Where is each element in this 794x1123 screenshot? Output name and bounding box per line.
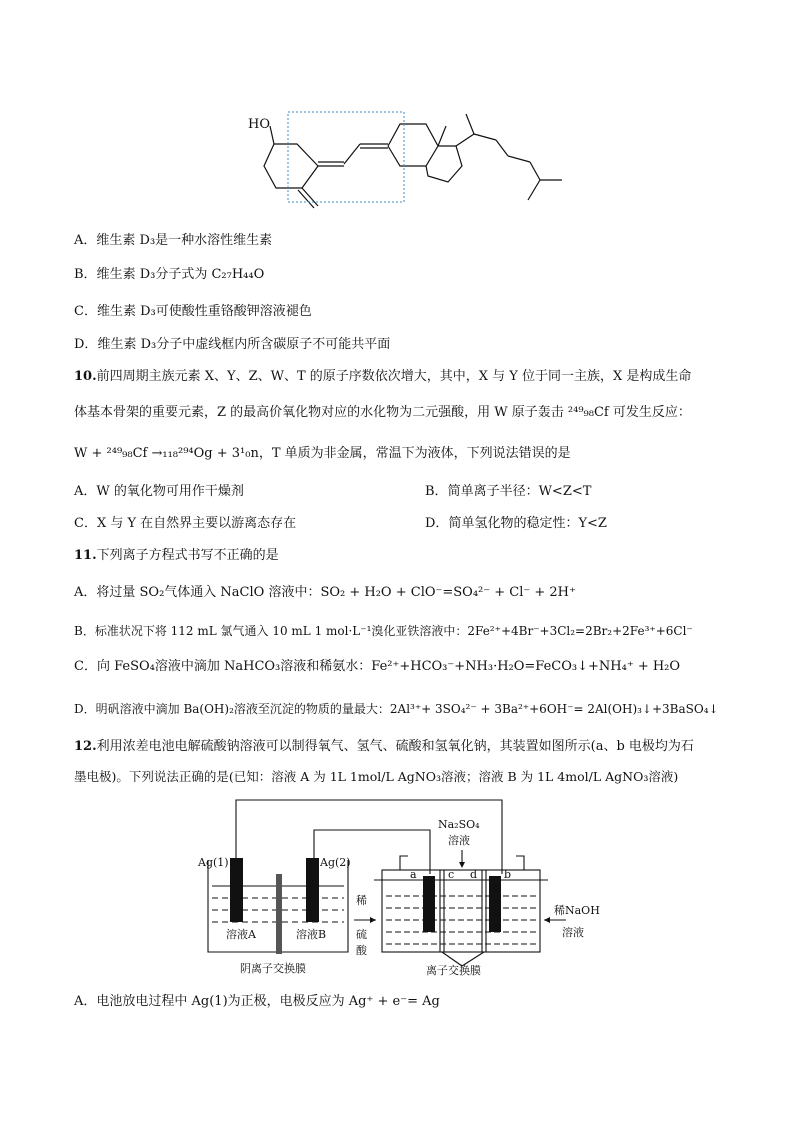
q11-option-c [74, 658, 680, 676]
option-text: W 的氧化物可用作干燥剂 [96, 484, 244, 499]
label-ion-membrane: 离子交换膜 [426, 964, 481, 977]
stem-text: 下列离子方程式书写不正确的是 [96, 548, 279, 563]
option-text: 简单离子半径：W<Z<T [447, 484, 592, 499]
stem-text: 利用浓差电池电解硫酸钠溶液可以制得氧气、氢气、硫酸和氢氧化钠，其装置如图所示(a、b 电极均为石 [96, 739, 694, 754]
q10-stem-line3: W + ²⁴⁹₉₈Cf →₁₁₈²⁹⁴Og + 3¹₀n，T 单质为非金属，常温下为液体，下列说法错误的是 [74, 446, 571, 461]
label-a: a [410, 868, 417, 881]
label-naoh: 稀NaOH [554, 904, 600, 917]
label-dilute: 稀 [356, 894, 367, 907]
q11-stem [74, 547, 279, 565]
option-letter: A． [74, 585, 97, 600]
q9-option-c [74, 303, 312, 321]
anion-exchange-membrane [276, 874, 282, 954]
q9-option-b [74, 266, 264, 284]
q11-option-b [74, 622, 693, 640]
question-number: 12. [74, 739, 97, 754]
q12-option-a [74, 993, 440, 1011]
option-letter: D． [425, 516, 449, 531]
label-acid: 酸 [356, 944, 367, 957]
q10-option-d [425, 515, 607, 533]
ring-a [264, 144, 318, 188]
ag1-electrode [230, 858, 243, 922]
option-text: 简单氢化物的稳定性：Y<Z [448, 516, 607, 531]
label-solution-b: 溶液B [296, 928, 327, 941]
concentration-cell-diagram [190, 792, 620, 982]
option-text: 明矾溶液中滴加 Ba(OH)₂溶液至沉淀的物质的量最大：2Al³⁺+ 3SO₄²⁻ + 3Ba²⁺+6OH⁻= 2Al(OH)₃↓+3BaSO₄↓ [95, 702, 719, 716]
option-letter: C． [74, 304, 97, 319]
question-number: 10. [74, 369, 97, 384]
option-letter: D． [74, 702, 96, 716]
label-ag2: Ag(2) [320, 856, 351, 869]
label-sulfuric: 硫 [356, 928, 367, 941]
option-text: 维生素 D₃分子中虚线框内所含碳原子不可能共平面 [97, 337, 391, 352]
q11-option-d [74, 700, 719, 718]
q9-option-d [74, 336, 390, 354]
ring-d [426, 146, 462, 182]
option-text: 维生素 D₃分子式为 C₂₇H₄₄O [96, 267, 265, 282]
option-text: X 与 Y 在自然界主要以游离态存在 [96, 516, 297, 531]
electrode-a [423, 876, 435, 932]
option-text: 电池放电过程中 Ag(1)为正极，电极反应为 Ag⁺ + e⁻= Ag [96, 994, 440, 1009]
q12-stem-line1 [74, 738, 694, 756]
electrolyzer [382, 870, 540, 952]
option-letter: A． [74, 484, 97, 499]
ag2-electrode [306, 858, 319, 922]
label-anion-membrane: 阴离子交换膜 [240, 962, 306, 975]
option-text: 将过量 SO₂气体通入 NaClO 溶液中：SO₂ + H₂O + ClO⁻=SO₄²⁻ + Cl⁻ + 2H⁺ [96, 585, 576, 600]
q10-stem-line2: 体基本骨架的重要元素，Z 的最高价氧化物对应的水化物为二元强酸，用 W 原子轰击 ²⁴⁹₉₈Cf 可发生反应： [74, 405, 691, 420]
ho-label: HO [248, 117, 270, 132]
label-na2so4: Na₂SO₄ [438, 818, 480, 831]
option-text: 维生素 D₃可使酸性重铬酸钾溶液褪色 [96, 304, 312, 319]
option-letter: B． [425, 484, 448, 499]
dashed-box [288, 112, 404, 202]
option-letter: A． [74, 233, 97, 248]
label-d: d [470, 868, 478, 881]
stem-text: 前四周期主族元素 X、Y、Z、W、T 的原子序数依次增大，其中，X 与 Y 位于同一主族，X 是构成生命 [96, 369, 692, 384]
q11-option-a [74, 584, 576, 602]
option-letter: B． [74, 267, 97, 282]
label-c: c [448, 868, 455, 881]
option-text: 维生素 D₃是一种水溶性维生素 [96, 233, 273, 248]
option-letter: C． [74, 659, 97, 674]
vitamin-d3-structure [240, 100, 580, 220]
label-naoh-solution: 溶液 [562, 926, 584, 939]
option-text: 标准状况下将 112 mL 氯气通入 10 mL 1 mol·L⁻¹溴化亚铁溶液中：2Fe²⁺+4Br⁻+3Cl₂=2Br₂+2Fe³⁺+6Cl⁻ [94, 624, 693, 638]
ring-c [388, 124, 438, 166]
q9-option-a [74, 232, 272, 250]
q10-option-c [74, 515, 296, 533]
q12-stem-line2: 墨电极)。下列说法正确的是(已知：溶液 A 为 1L 1mol/L AgNO₃溶液；溶液 B 为 1L 4mol/L AgNO₃溶液) [74, 769, 679, 784]
label-na2so4-solution: 溶液 [448, 834, 470, 847]
q10-option-b [425, 483, 591, 501]
label-b: b [504, 868, 512, 881]
electrode-b [489, 876, 501, 932]
option-letter: C． [74, 516, 97, 531]
option-letter: B． [74, 624, 95, 638]
label-ag1: Ag(1) [198, 856, 229, 869]
question-number: 11. [74, 548, 97, 563]
label-solution-a: 溶液A [226, 928, 256, 941]
q10-option-a [74, 483, 244, 501]
option-letter: A． [74, 994, 97, 1009]
option-text: 向 FeSO₄溶液中滴加 NaHCO₃溶液和稀氨水：Fe²⁺+HCO₃⁻+NH₃·H₂O=FeCO₃↓+NH₄⁺ + H₂O [96, 659, 681, 674]
option-letter: D． [74, 337, 98, 352]
q10-stem-line1 [74, 368, 691, 386]
